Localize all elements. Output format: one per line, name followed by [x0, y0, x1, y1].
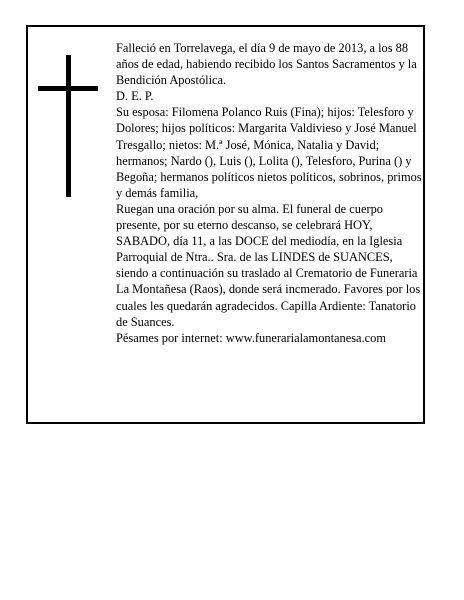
death-announcement: Falleció en Torrelavega, el día 9 de mayo de 2013, a los 88 años de edad, habiendo recibido los Santos Sacramentos y la Bendición Apostólica.	[116, 41, 417, 88]
family-list: Su esposa: Filomena Polanco Ruis (Fina); hijos: Telesforo y Dolores; hijos políticos: Margarita Valdivieso y José Manuel Tresgallo; nietos: M.ª José, Mónica, Natalia y David; hermanos; Nardo (), Luis (), Lolita (), Telesforo, Purina () y Begoña; hermanos políticos nietos políticos, sobrinos, primos y demás familia,	[116, 105, 422, 200]
condolences-website: Pésames por internet: www.funerarialamontanesa.com	[116, 330, 386, 345]
funeral-details: Ruegan una oración por su alma. El funeral de cuerpo presente, por su eterno descanso, se celebrará HOY, SABADO, día 11, a las DOCE del mediodía, en la Iglesia Parroquial de Ntra.. Sra. de las LINDES de SUANCES, siendo a continuación su traslado al Crematorio de Funeraria La Montañesa (Raos), donde será incmerado. Favores por los cuales les quedarán agradecidos. Capilla Ardiente: Tanatorio de Suances.	[116, 201, 421, 329]
latin-cross-icon	[28, 27, 108, 227]
cross-vertical-bar	[66, 55, 71, 197]
obituary-notice	[26, 25, 425, 424]
rest-in-peace: D. E. P.	[116, 89, 154, 104]
cross-horizontal-bar	[38, 86, 98, 91]
notice-body	[116, 40, 422, 346]
